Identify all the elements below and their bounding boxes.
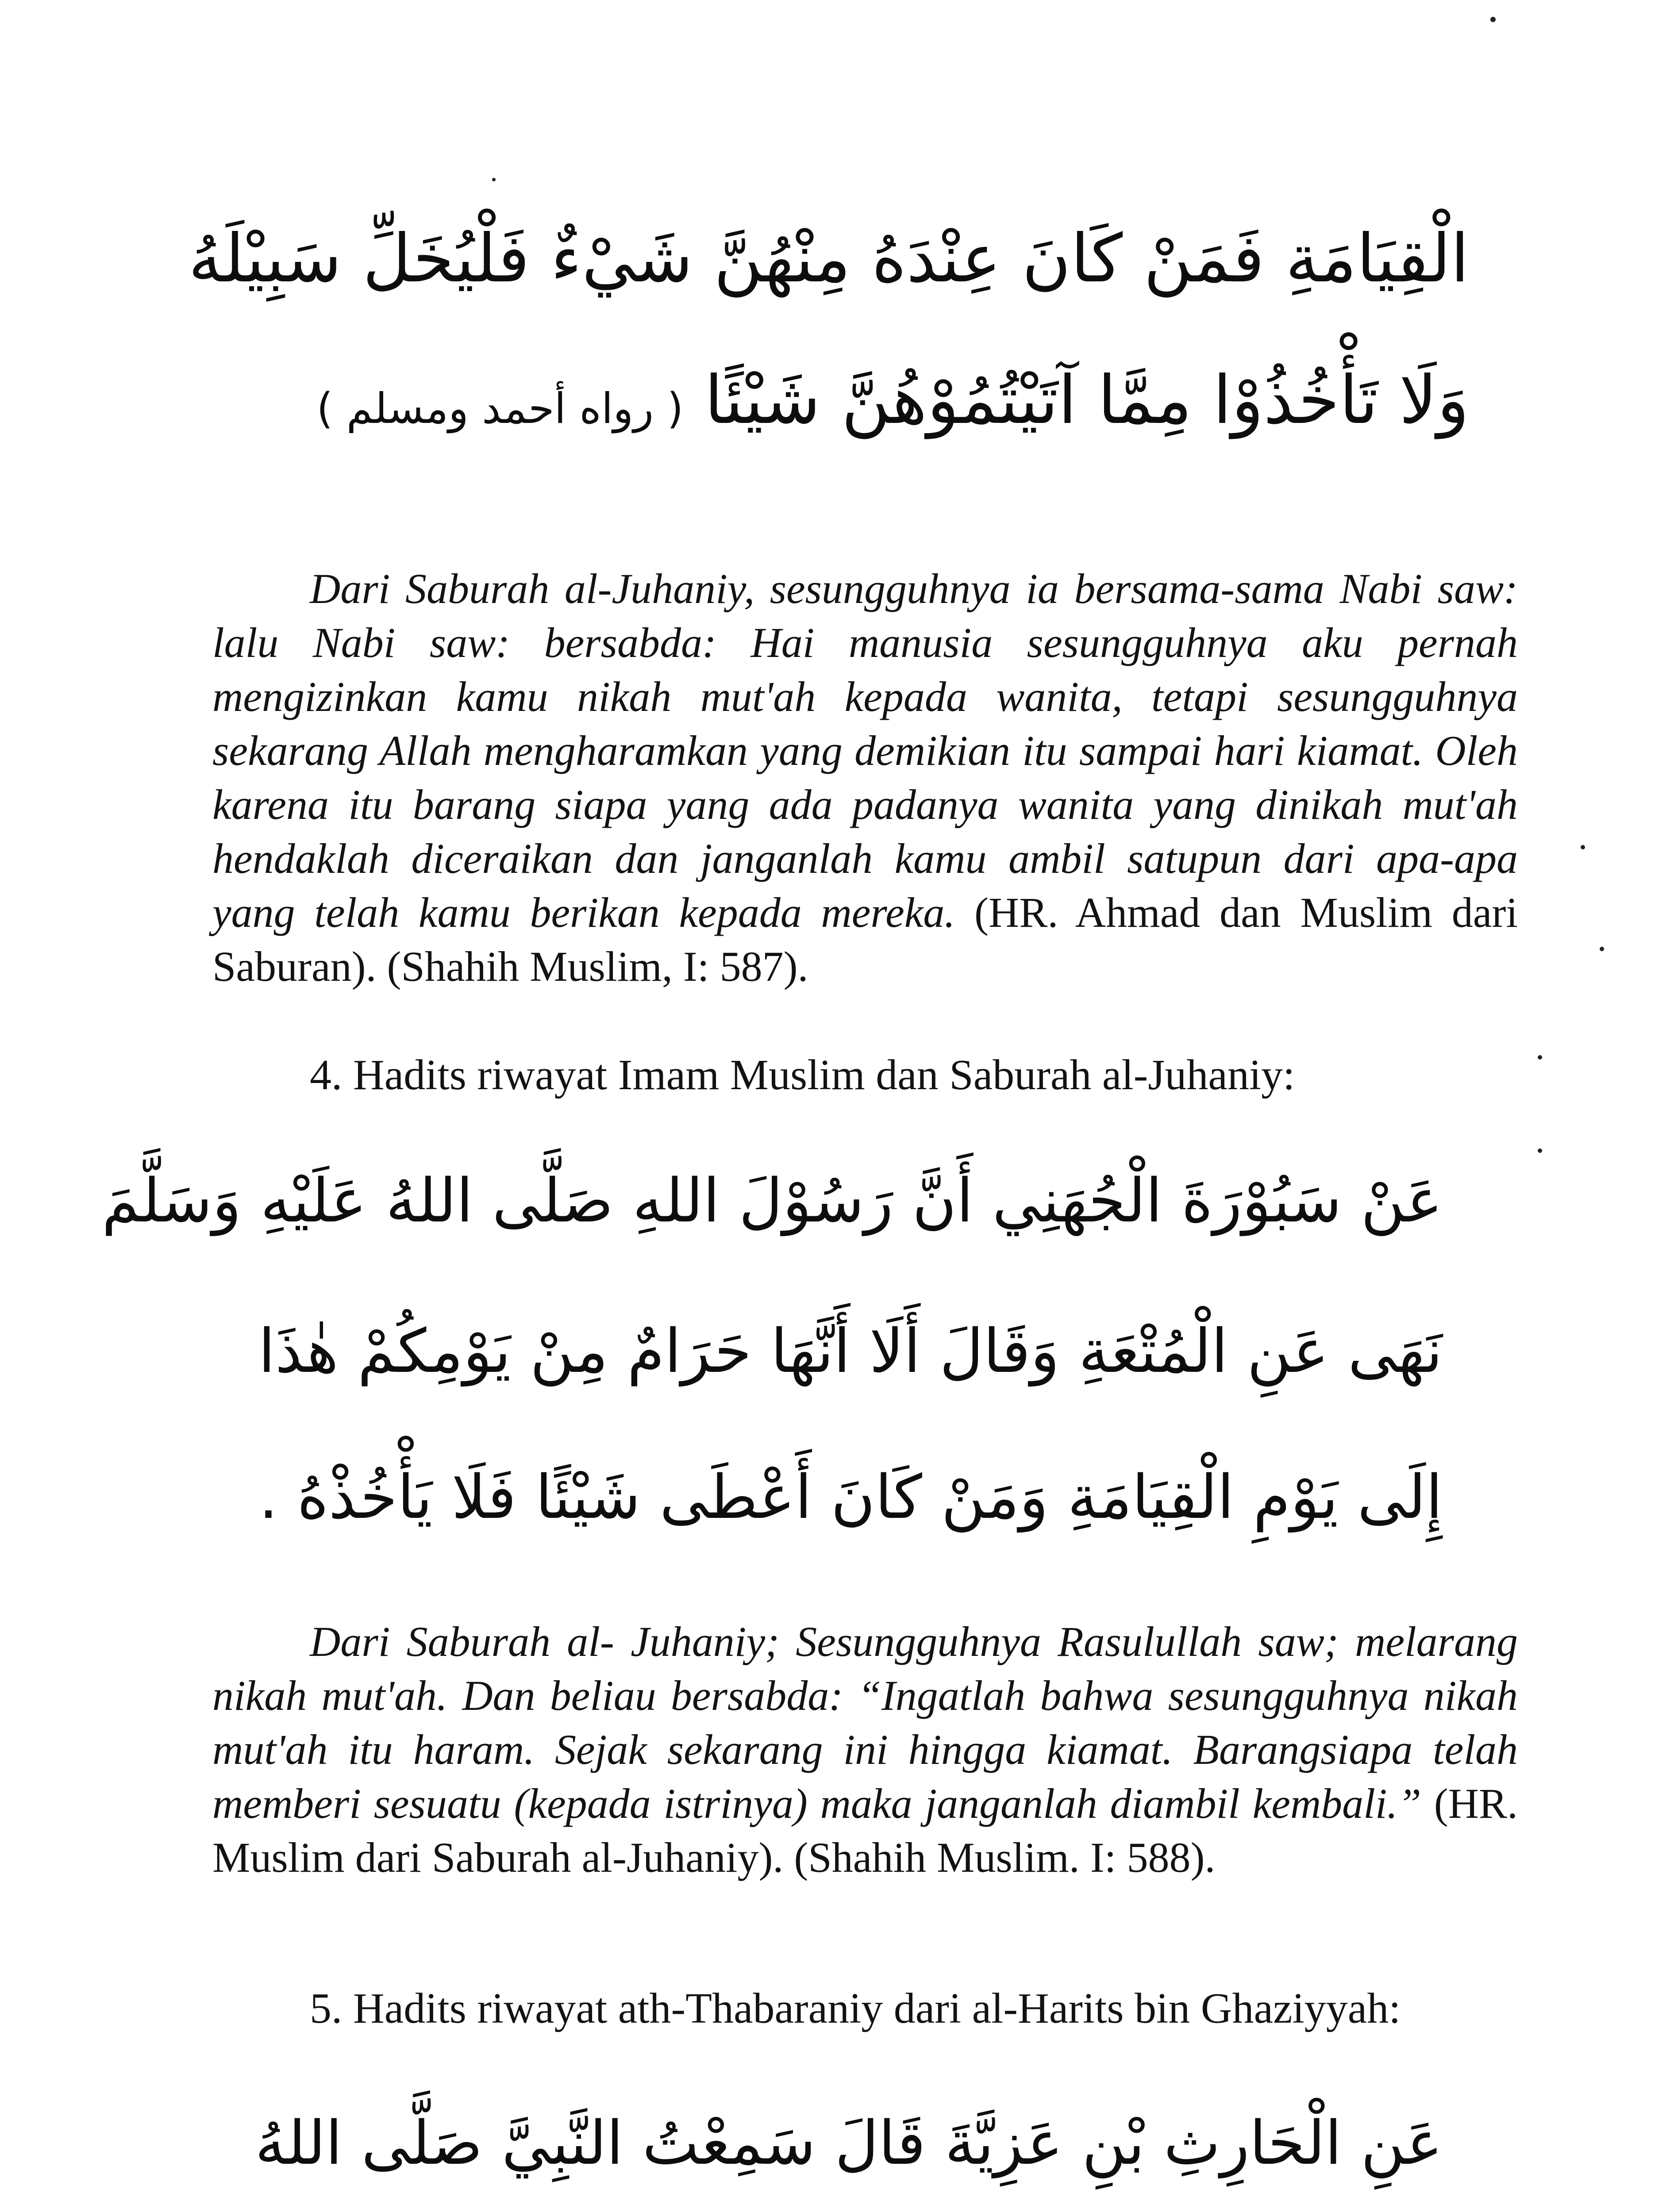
hadith-heading-4: 4. Hadits riwayat Imam Muslim dan Saburah al-Juhaniy: [310,1051,1295,1099]
arabic-text-2-line-2: نَهَى عَنِ الْمُتْعَةِ وَقَالَ أَلَا أَنَّهَا حَرَامٌ مِنْ يَوْمِكُمْ هٰذَا [258,1317,1443,1386]
arabic-citation: ( رواه أحمد ومسلم ) [316,384,684,433]
reference-text-2: (HR. Muslim dari Saburah al-Juhaniy). (Shahih Muslim. I: 588). [212,1780,1518,1881]
hadith-heading-5: 5. Hadits riwayat ath-Thabaraniy dari al-Harits bin Ghaziyyah: [310,1985,1401,2032]
scan-speck [1600,947,1604,951]
arabic-text-2-line-3: إِلَى يَوْمِ الْقِيَامَةِ وَمَنْ كَانَ أَعْطَى شَيْئًا فَلَا يَأْخُذْهُ . [258,1463,1443,1532]
arabic-text-2-line-1: عَنْ سَبُوْرَةَ الْجُهَنِي أَنَّ رَسُوْلَ اللهِ صَلَّى اللهُ عَلَيْهِ وَسَلَّمَ [102,1166,1443,1236]
translation-paragraph-2 [212,1615,1518,1885]
scan-speck [1490,17,1496,22]
arabic-text-1-line-2 [316,349,1469,460]
scan-speck [1581,845,1585,849]
translation-text-1: Dari Saburah al-Juhaniy, sesungguhnya ia bersama-sama Nabi saw: lalu Nabi saw: bersabda: Hai manusia sesungguhnya aku pernah mengizinkan kamu nikah mut'ah kepada wanita, tetapi sesungguhnya sekarang Allah mengharamkan yang demikian itu sampai hari kiamat. Oleh karena itu barang siapa yang ada padanya wanita yang dinikah mut'ah hendaklah diceraikan dan janganlah kamu ambil satupun dari apa-apa yang telah kamu berikan kepada mereka. [212,565,1518,936]
arabic-text-3-line-1: عَنِ الْحَارِثِ بْنِ عَزِيَّةَ قَالَ سَمِعْتُ النَّبِيَّ صَلَّى اللهُ [255,2108,1443,2178]
scan-speck [1538,1055,1542,1060]
reference-text-1: (HR. Ahmad dan Muslim dari Saburan). (Shahih Muslim, I: 587). [212,889,1518,990]
translation-text-2: Dari Saburah al- Juhaniy; Sesungguhnya Rasulullah saw; melarang nikah mut'ah. Dan beliau bersabda: “Ingatlah bahwa sesungguhnya nikah mut'ah itu haram. Sejak sekarang ini hingga kiamat. Barangsiapa telah memberi sesuatu (kepada istrinya) maka janganlah diambil kembali.” [212,1618,1518,1827]
arabic-line-2-text: وَلَا تَأْخُذُوْا مِمَّا آتَيْتُمُوْهُنَّ شَيْئًا [704,362,1469,439]
scan-speck [1538,1148,1542,1153]
translation-paragraph-1 [212,562,1518,994]
arabic-text-1-line-1: الْقِيَامَةِ فَمَنْ كَانَ عِنْدَهُ مِنْهُنَّ شَيْءٌ فَلْيُخَلِّ سَبِيْلَهُ [188,220,1469,297]
scan-speck [492,178,496,181]
